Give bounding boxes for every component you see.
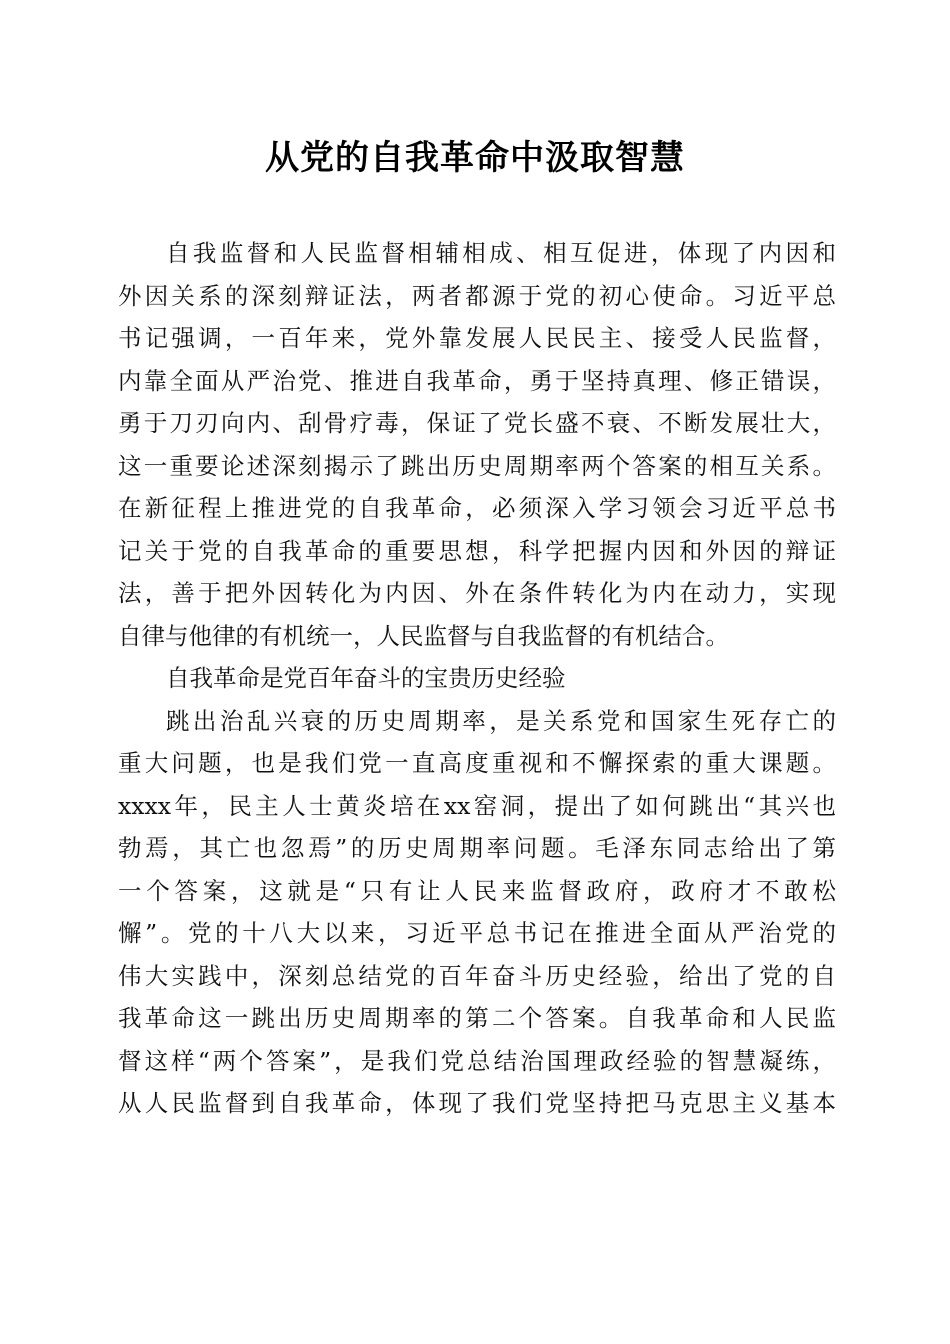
document-title: 从党的自我革命中汲取智慧 — [265, 138, 685, 178]
body-line: 一个答案，这就是“只有让人民来监督政府，政府才不敢松 — [118, 876, 836, 905]
body-line: 这一重要论述深刻揭示了跳出历史周期率两个答案的相互关系。 — [118, 451, 836, 480]
body-line: 重大问题，也是我们党一直高度重视和不懈探索的重大课题。 — [118, 749, 836, 777]
body-line: 自我监督和人民监督相辅相成、相互促进，体现了内因和 — [166, 239, 836, 267]
body-line: 书记强调，一百年来，党外靠发展人民民主、接受人民监督， — [118, 324, 836, 352]
body-line: 懈”。党的十八大以来，习近平总书记在推进全面从严治党的 — [118, 919, 836, 947]
body-line: 内靠全面从严治党、推进自我革命，勇于坚持真理、修正错误， — [118, 366, 836, 395]
body-line: 跳出治乱兴衰的历史周期率，是关系党和国家生死存亡的 — [166, 706, 836, 735]
body-line: 外因关系的深刻辩证法，两者都源于党的初心使命。习近平总 — [118, 281, 836, 310]
body-line: 我革命这一跳出历史周期率的第二个答案。自我革命和人民监 — [118, 1004, 836, 1032]
body-line: 督这样“两个答案”，是我们党总结治国理政经验的智慧凝练， — [118, 1046, 836, 1075]
body-line: 法，善于把外因转化为内因、外在条件转化为内在动力，实现 — [118, 579, 836, 607]
body-line: 从人民监督到自我革命，体现了我们党坚持把马克思主义基本 — [118, 1089, 836, 1117]
body-line: 勃焉，其亡也忽焉”的历史周期率问题。毛泽东同志给出了第 — [118, 834, 836, 862]
body-line: 自我革命是党百年奋斗的宝贵历史经验 — [166, 664, 566, 692]
body-line: 勇于刀刃向内、刮骨疗毒，保证了党长盛不衰、不断发展壮大， — [118, 409, 836, 437]
body-line: 伟大实践中，深刻总结党的百年奋斗历史经验，给出了党的自 — [118, 961, 836, 990]
body-line: 自律与他律的有机统一，人民监督与自我监督的有机结合。 — [118, 621, 729, 650]
document-body — [118, 232, 836, 1125]
body-line: 在新征程上推进党的自我革命，必须深入学习领会习近平总书 — [118, 494, 836, 522]
body-line: 记关于党的自我革命的重要思想，科学把握内因和外因的辩证 — [118, 536, 836, 565]
body-line: xxxx年，民主人士黄炎培在xx窑洞，提出了如何跳出“其兴也 — [118, 791, 836, 820]
